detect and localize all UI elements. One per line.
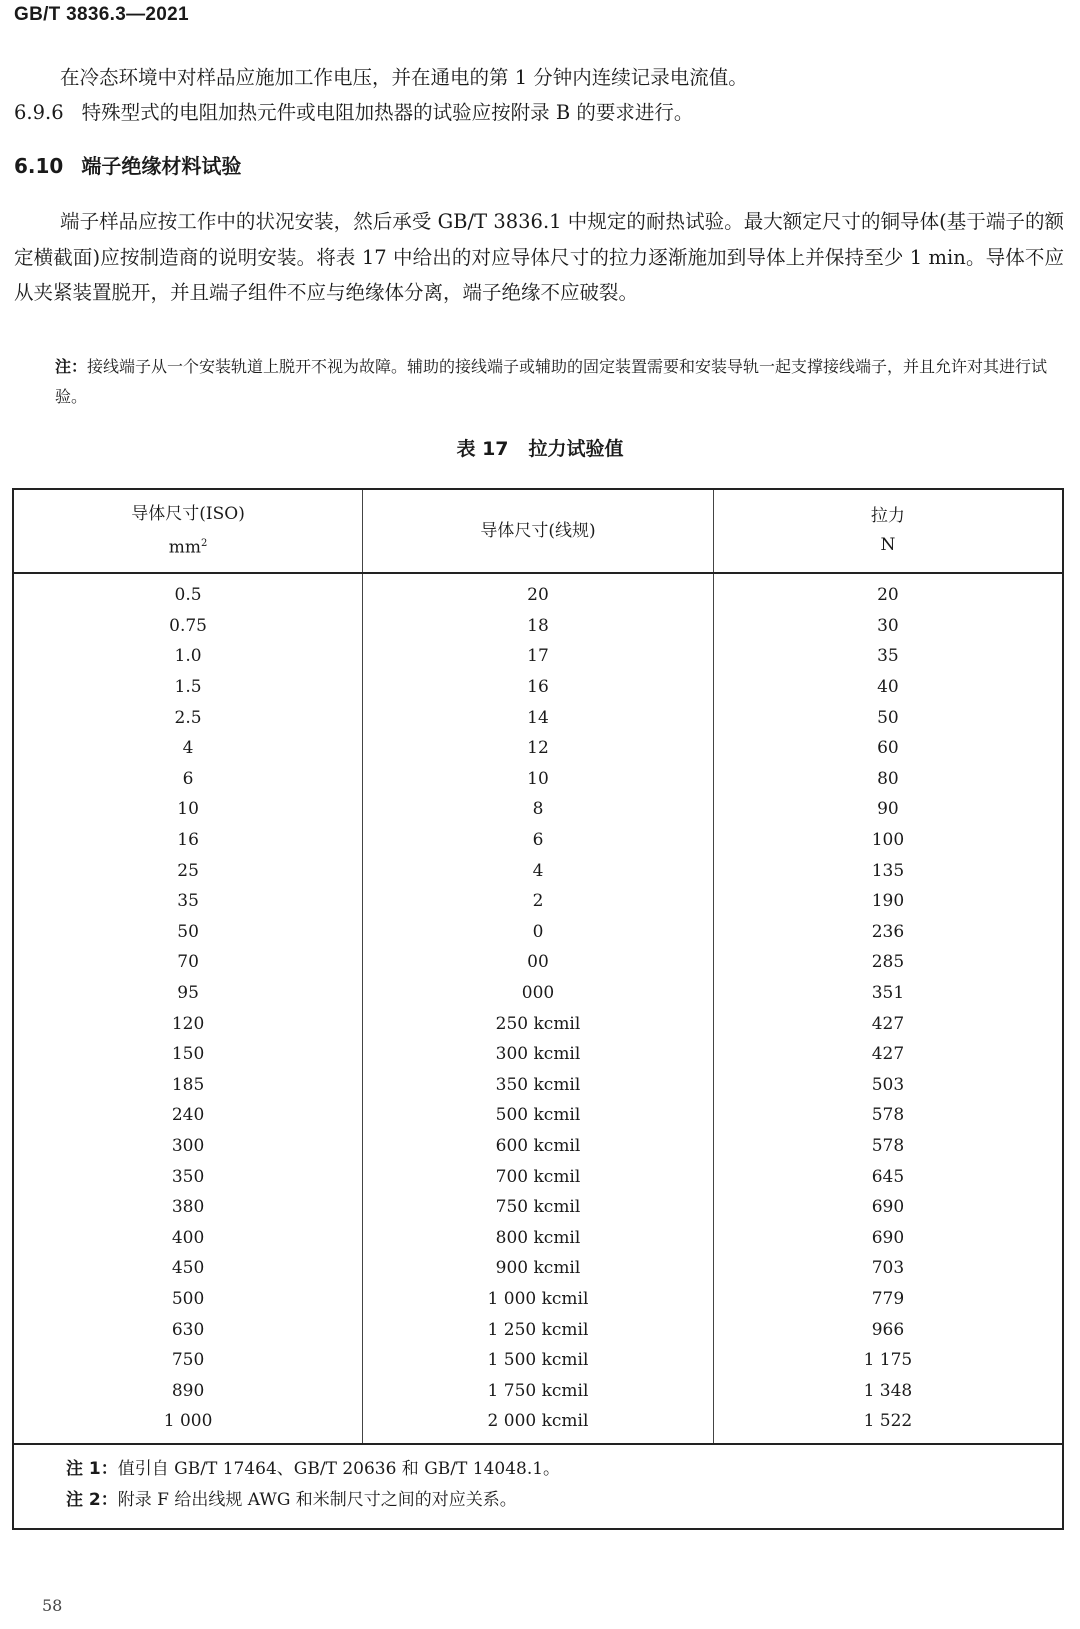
cell-tension: 427 [713, 1039, 1063, 1070]
table-row [13, 1161, 1063, 1192]
cell-iso-size: 240 [171, 1105, 205, 1126]
table-row [13, 1375, 1063, 1406]
cell-iso-size: 16 [177, 830, 199, 851]
cell-tension: 1 175 [713, 1345, 1063, 1376]
cell-gauge-size: 600 kcmil [363, 1131, 714, 1162]
table-row [13, 947, 1063, 978]
cell-iso-size: 185 [171, 1074, 205, 1095]
table-row [13, 1314, 1063, 1345]
document-header: GB/T 3836.3—2021 [14, 4, 189, 25]
cell-tension: 100 [713, 825, 1063, 856]
cell-gauge-size: 6 [363, 825, 714, 856]
table-row [13, 1253, 1063, 1284]
cell-tension: 285 [713, 947, 1063, 978]
table-note-1: 注 1：值引自 GB/T 17464、GB/T 20636 和 GB/T 14048.1。 [66, 1458, 561, 1479]
header-tension: 拉力 N [713, 489, 1063, 573]
cell-iso-size: 500 [171, 1288, 205, 1309]
note-text: 接线端子从一个安装轨道上脱开不视为故障。辅助的接线端子或辅助的固定装置需要和安装导轨一起支撑接线端子，并且允许对其进行试验。 [55, 357, 1048, 406]
cell-iso-size: 750 [171, 1350, 205, 1371]
table-row [13, 733, 1063, 764]
cell-tension: 779 [713, 1284, 1063, 1315]
cell-iso-size: 50 [177, 921, 199, 942]
cell-gauge-size: 1 500 kcmil [363, 1345, 714, 1376]
cell-gauge-size: 1 750 kcmil [363, 1375, 714, 1406]
table-row [13, 1222, 1063, 1253]
cell-tension: 578 [713, 1100, 1063, 1131]
table-note-2: 注 2：附录 F 给出线规 AWG 和米制尺寸之间的对应关系。 [66, 1489, 517, 1510]
body-text: 端子样品应按工作中的状况安装，然后承受 GB/T 3836.1 中规定的耐热试验。最大额定尺寸的铜导体(基于端子的额定横截面)应按制造商的说明安装。将表 17 中给出的对应导体尺寸的拉力逐渐施加到导体上并保持至少 1 min。导体不应从夹紧装置脱开，并且端子组件不应与绝缘体分离，端子绝缘不应破裂。 [14, 210, 1064, 304]
header-iso-size: 导体尺寸(ISO) $mm^2$ [13, 489, 363, 573]
cell-gauge-size: 250 kcmil [363, 1008, 714, 1039]
cell-gauge-size: 2 000 kcmil [363, 1406, 714, 1444]
cell-iso-size: 6 [182, 768, 194, 789]
cell-iso-size: 630 [171, 1319, 205, 1340]
cell-tension: 60 [713, 733, 1063, 764]
cell-gauge-size: 700 kcmil [363, 1161, 714, 1192]
cell-iso-size: 4 [182, 738, 194, 759]
table-row [13, 611, 1063, 642]
cell-gauge-size: 300 kcmil [363, 1039, 714, 1070]
body-paragraph [14, 204, 1064, 311]
table-row [13, 794, 1063, 825]
clause-number: 6.9.6 [14, 101, 64, 124]
paragraph-cold-current: 在冷态环境中对样品应施加工作电压，并在通电的第 1 分钟内连续记录电流值。 [60, 66, 748, 89]
cell-gauge-size: 1 250 kcmil [363, 1314, 714, 1345]
cell-tension: 690 [713, 1222, 1063, 1253]
cell-tension: 578 [713, 1131, 1063, 1162]
cell-tension: 135 [713, 855, 1063, 886]
cell-tension: 427 [713, 1008, 1063, 1039]
table-row [13, 1406, 1063, 1444]
cell-iso-size: 380 [171, 1197, 205, 1218]
cell-tension: 90 [713, 794, 1063, 825]
cell-iso-size: 1.5 [174, 677, 202, 698]
table-row [13, 641, 1063, 672]
table-row [13, 1131, 1063, 1162]
cell-tension: 351 [713, 978, 1063, 1009]
cell-gauge-size: 10 [363, 764, 714, 795]
header-gauge-size: 导体尺寸(线规) [363, 489, 714, 573]
table-row [13, 672, 1063, 703]
cell-iso-size: 350 [171, 1166, 205, 1187]
paragraph-6-9-6 [14, 95, 693, 130]
cell-gauge-size: 0 [363, 917, 714, 948]
cell-gauge-size: 500 kcmil [363, 1100, 714, 1131]
table-row [13, 917, 1063, 948]
table-row [13, 1008, 1063, 1039]
table-row [13, 702, 1063, 733]
table-notes [13, 1444, 1063, 1529]
cell-gauge-size: 750 kcmil [363, 1192, 714, 1223]
table-row [13, 1345, 1063, 1376]
cell-gauge-size: 800 kcmil [363, 1222, 714, 1253]
cell-iso-size: 400 [171, 1227, 205, 1248]
cell-tension: 40 [713, 672, 1063, 703]
note-block [55, 352, 1065, 412]
cell-iso-size: 95 [177, 983, 199, 1004]
table-row [13, 1192, 1063, 1223]
table-caption [0, 434, 1080, 461]
cell-gauge-size: 900 kcmil [363, 1253, 714, 1284]
cell-tension: 645 [713, 1161, 1063, 1192]
table-row [13, 1284, 1063, 1315]
cell-gauge-size: 2 [363, 886, 714, 917]
cell-iso-size: 150 [171, 1044, 205, 1065]
table-row [13, 886, 1063, 917]
cell-gauge-size: 4 [363, 855, 714, 886]
note-label: 注： [55, 357, 88, 376]
cell-iso-size: 450 [171, 1258, 205, 1279]
cell-gauge-size: 18 [363, 611, 714, 642]
cell-tension: 35 [713, 641, 1063, 672]
cell-iso-size: 890 [171, 1380, 205, 1401]
cell-gauge-size: 1 000 kcmil [363, 1284, 714, 1315]
table-notes-row [13, 1444, 1063, 1529]
cell-iso-size: 1.0 [174, 646, 202, 667]
tension-test-table [12, 488, 1064, 1530]
cell-iso-size: 25 [177, 860, 199, 881]
table-row [13, 1039, 1063, 1070]
cell-iso-size: 300 [171, 1135, 205, 1156]
cell-gauge-size: 12 [363, 733, 714, 764]
cell-tension: 30 [713, 611, 1063, 642]
cell-iso-size: 10 [177, 799, 199, 820]
table-row [13, 978, 1063, 1009]
cell-tension: 503 [713, 1070, 1063, 1101]
section-number: 6.10 [14, 154, 64, 178]
cell-gauge-size: 14 [363, 702, 714, 733]
table-row [13, 855, 1063, 886]
table-row [13, 1100, 1063, 1131]
clause-text: 特殊型式的电阻加热元件或电阻加热器的试验应按附录 B 的要求进行。 [81, 101, 694, 124]
cell-tension: 1 522 [713, 1406, 1063, 1444]
cell-tension: 236 [713, 917, 1063, 948]
cell-tension: 966 [713, 1314, 1063, 1345]
table-header-row [13, 489, 1063, 573]
cell-tension: 703 [713, 1253, 1063, 1284]
table-number: 表 17 [456, 438, 509, 460]
cell-iso-size: 2.5 [174, 707, 202, 728]
cell-gauge-size: 000 [363, 978, 714, 1009]
cell-tension: 80 [713, 764, 1063, 795]
cell-iso-size: 1 000 [163, 1411, 213, 1432]
table-row [13, 1070, 1063, 1101]
cell-gauge-size: 16 [363, 672, 714, 703]
section-title: 端子绝缘材料试验 [81, 154, 242, 178]
page-number: 58 [42, 1596, 63, 1615]
section-heading [14, 150, 241, 179]
cell-iso-size: 0.5 [174, 585, 202, 606]
table-row [13, 825, 1063, 856]
cell-gauge-size: 20 [363, 573, 714, 611]
cell-tension: 20 [713, 573, 1063, 611]
cell-gauge-size: 17 [363, 641, 714, 672]
table-body [13, 573, 1063, 1444]
cell-gauge-size: 350 kcmil [363, 1070, 714, 1101]
cell-gauge-size: 8 [363, 794, 714, 825]
cell-iso-size: 70 [177, 952, 199, 973]
cell-tension: 50 [713, 702, 1063, 733]
table-row [13, 764, 1063, 795]
cell-iso-size: 35 [177, 891, 199, 912]
cell-tension: 690 [713, 1192, 1063, 1223]
cell-iso-size: 120 [171, 1013, 205, 1034]
table-row [13, 573, 1063, 611]
cell-iso-size: 0.75 [169, 615, 207, 636]
cell-tension: 190 [713, 886, 1063, 917]
cell-tension: 1 348 [713, 1375, 1063, 1406]
table-title: 拉力试验值 [528, 438, 624, 460]
cell-gauge-size: 00 [363, 947, 714, 978]
